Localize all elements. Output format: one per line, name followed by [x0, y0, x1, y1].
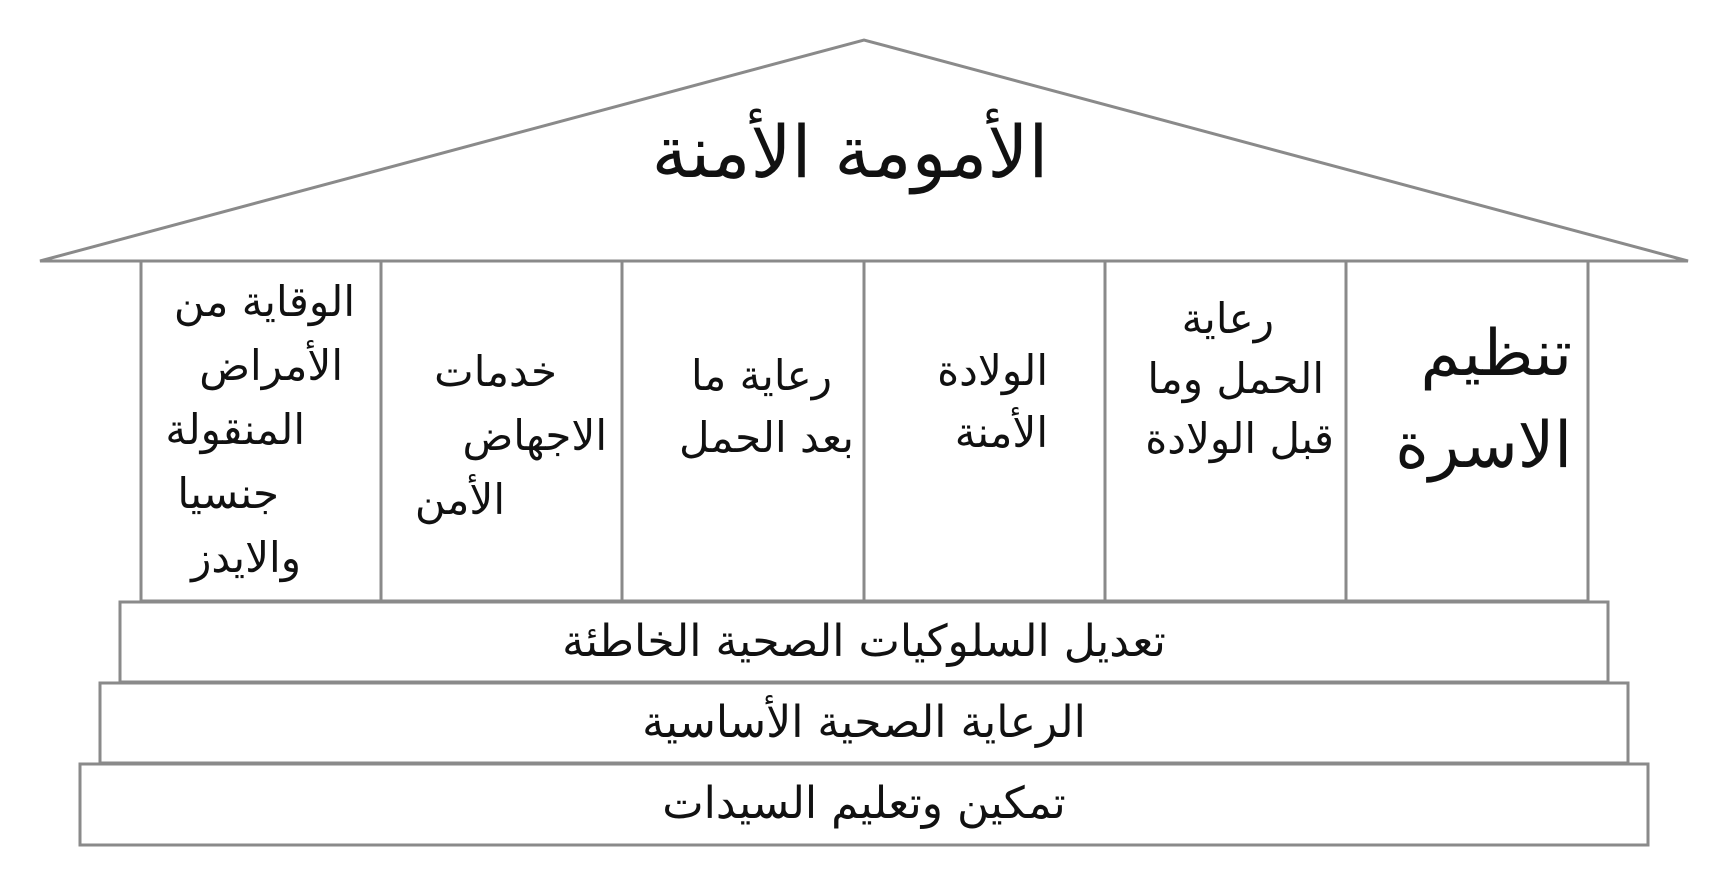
- pillar-line: بعد الحمل: [678, 413, 854, 462]
- pillar-safe-delivery: [868, 340, 1048, 464]
- pillar-line: الوقاية من: [173, 277, 355, 326]
- pillar-line: الأمراض: [199, 341, 343, 390]
- roof-title: الأمومة الأمنة: [651, 110, 1049, 194]
- pillar-line: الاجهاض: [462, 411, 607, 460]
- pillar-line: خدمات: [434, 347, 557, 396]
- pillar-safe-abortion-services: [385, 340, 607, 532]
- pillar-postnatal-care: [626, 345, 854, 469]
- pillar-prenatal-care: [1108, 289, 1334, 469]
- pillar-family-planning: [1350, 308, 1572, 492]
- pillar-line: الأمن: [414, 475, 505, 524]
- pillar-line: قبل الولادة: [1145, 414, 1334, 463]
- pillar-line: المنقولة: [165, 405, 305, 454]
- pillar-line: الحمل وما: [1147, 354, 1324, 403]
- pillar-line: رعاية ما: [691, 351, 832, 400]
- foundation-label-1: تعديل السلوكيات الصحية الخاطئة: [562, 616, 1166, 667]
- pillar-line: تنظيم: [1420, 317, 1572, 391]
- pillar-line: الاسرة: [1395, 409, 1572, 483]
- pillar-line: جنسيا: [177, 469, 279, 518]
- pillar-line: والايدز: [191, 533, 301, 582]
- pillar-line: الأمنة: [954, 408, 1048, 457]
- pillar-sti-aids-prevention: [145, 270, 367, 590]
- pillar-line: الولادة: [937, 346, 1048, 395]
- pillar-line: رعاية: [1181, 294, 1274, 343]
- foundation-label-3: تمكين وتعليم السيدات: [662, 778, 1066, 829]
- foundation-label-2: الرعاية الصحية الأساسية: [642, 697, 1086, 748]
